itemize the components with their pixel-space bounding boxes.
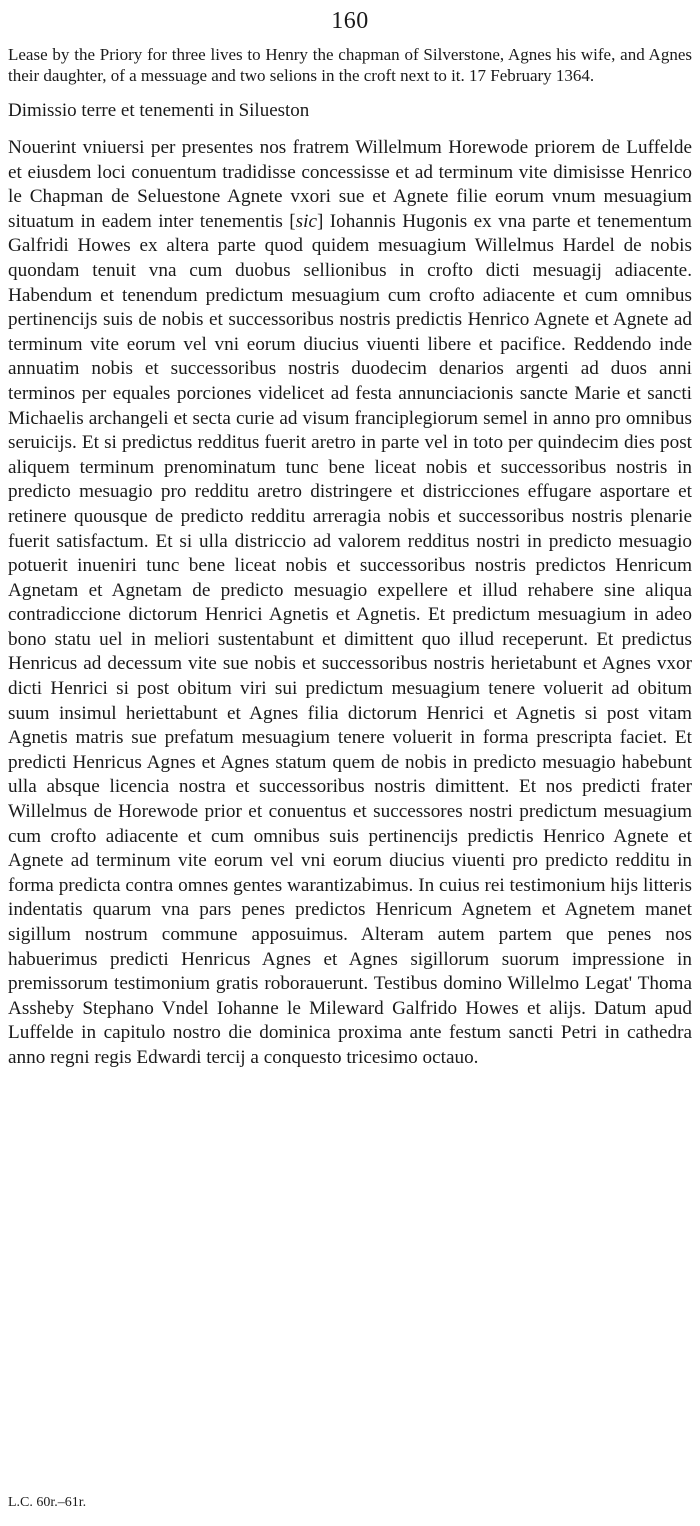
- document-summary: Lease by the Priory for three lives to Henry the chapman of Silverstone, Agnes his wife, and Agnes their daughter, of a messuage and two selions in the croft next to it. 17 February 1364.: [8, 45, 692, 85]
- charter-text-part-1: Nouerint vniuersi per presentes nos fratrem Willelmum Horewode priorem de Luffelde et eiusdem loci conuentum tradidisse concessisse et ad terminum vite dimisisse Henrico le Chapman de Seluestone Agnete vxori sue et Agnete filie eorum vnum mesuagium situatum in eadem inter tenementis [: [8, 137, 692, 232]
- sic-annotation: sic: [295, 210, 317, 232]
- page-number: 160: [331, 8, 369, 34]
- source-reference: L.C. 60r.–61r.: [8, 1495, 87, 1510]
- document-title: Dimissio terre et tenementi in Silueston: [8, 100, 310, 121]
- charter-text-part-2: ] Iohannis Hugonis ex vna parte et tenementum Galfridi Howes ex altera parte quod quidem mesuagium Willelmus Hardel de nobis quondam tenuit vna cum duobus sellionibus in crofto dicti mesuagij adiacente. Habendum et tenendum predictum mesuagium cum crofto adiacente et cum omnibus pertinencijs suis de nobis et successoribus nostris predictis Henrico Agnete et Agnete ad terminum vite eorum vel vni eorum diucius viuenti libere et pacifice. Reddendo inde annuatim nobis et successoribus nostris duodecim denarios argenti ad duos anni terminos per equales porciones videlicet ad festa annunciacionis sancte Marie et sancti Michaelis archangeli et secta curie ad visum franciplegiorum semel in anno pro omnibus seruicijs. Et si predictus redditus fuerit aretro in parte vel in toto per quindecim dies post aliquem terminum prenominatum tunc bene liceat nobis et successoribus nostris in predicto mesuagio pro redditu aretro distringere et districciones effugare asportare et retinere quousque de predicto redditu arreragia nobis et successoribus nostris plenarie fuerit satisfactum. Et si ulla districcio ad valorem redditus nostri in predicto mesuagio potuerit inueniri tunc bene liceat nobis et successoribus nostris predictos Henricum Agnetam et Agnetam de predicto mesuagio expellere et illud rehabere sine aliqua contradiccione dictorum Henrici Agnetis et Agnetis. Et predictum mesuagium in adeo bono statu uel in meliori sustentabunt et dimittent quo illud receperunt. Et predictus Henricus ad decessum vite sue nobis et successoribus nostris herietabunt et Agnes vxor dicti Henrici si post obitum viri sui predictum mesuagium tenere voluerit ad obitum suum insimul heriettabunt et Agnes filia dictorum Henrici et Agnetis si post vitam Agnetis matris sue prefatum mesuagium tenere voluerit in forma prescripta faciet. Et predicti Henricus Agnes et Agnes statum quem de nobis in predicto mesuagio habebunt ulla absque licencia nostra et successoribus nostris dimittent. Et nos predicti frater Willelmus de Horewode prior et conuentus et successores nostri predictum mesuagium cum crofto adiacente et cum omnibus suis pertinencijs predictis Henrico Agnete et Agnete ad terminum vite eorum vel vni eorum diucius viuenti pro predicto redditu in forma predicta contra omnes gentes warantizabimus. In cuius rei testimonium hijs litteris indentatis quarum vna pars penes predictos Henricum Agnetem et Agnetem manet sigillum nostrum commune apposuimus. Alteram autem partem que penes nos habuerimus predicti Henricus Agnes et Agnes sigillorum suorum impressione in premissorum testimonium gratis roborauerunt. Testibus domino Willelmo Legat' Thoma Assheby Stephano Vndel Iohanne le Mileward Galfrido Howes et alijs. Datum apud Luffelde in capitulo nostro die dominica proxima ante festum sancti Petri in cathedra anno regni regis Edwardi tercij a conquesto tricesimo octauo.: [8, 210, 692, 1068]
- document-page: [8, 0, 692, 1510]
- charter-text: [8, 136, 692, 1071]
